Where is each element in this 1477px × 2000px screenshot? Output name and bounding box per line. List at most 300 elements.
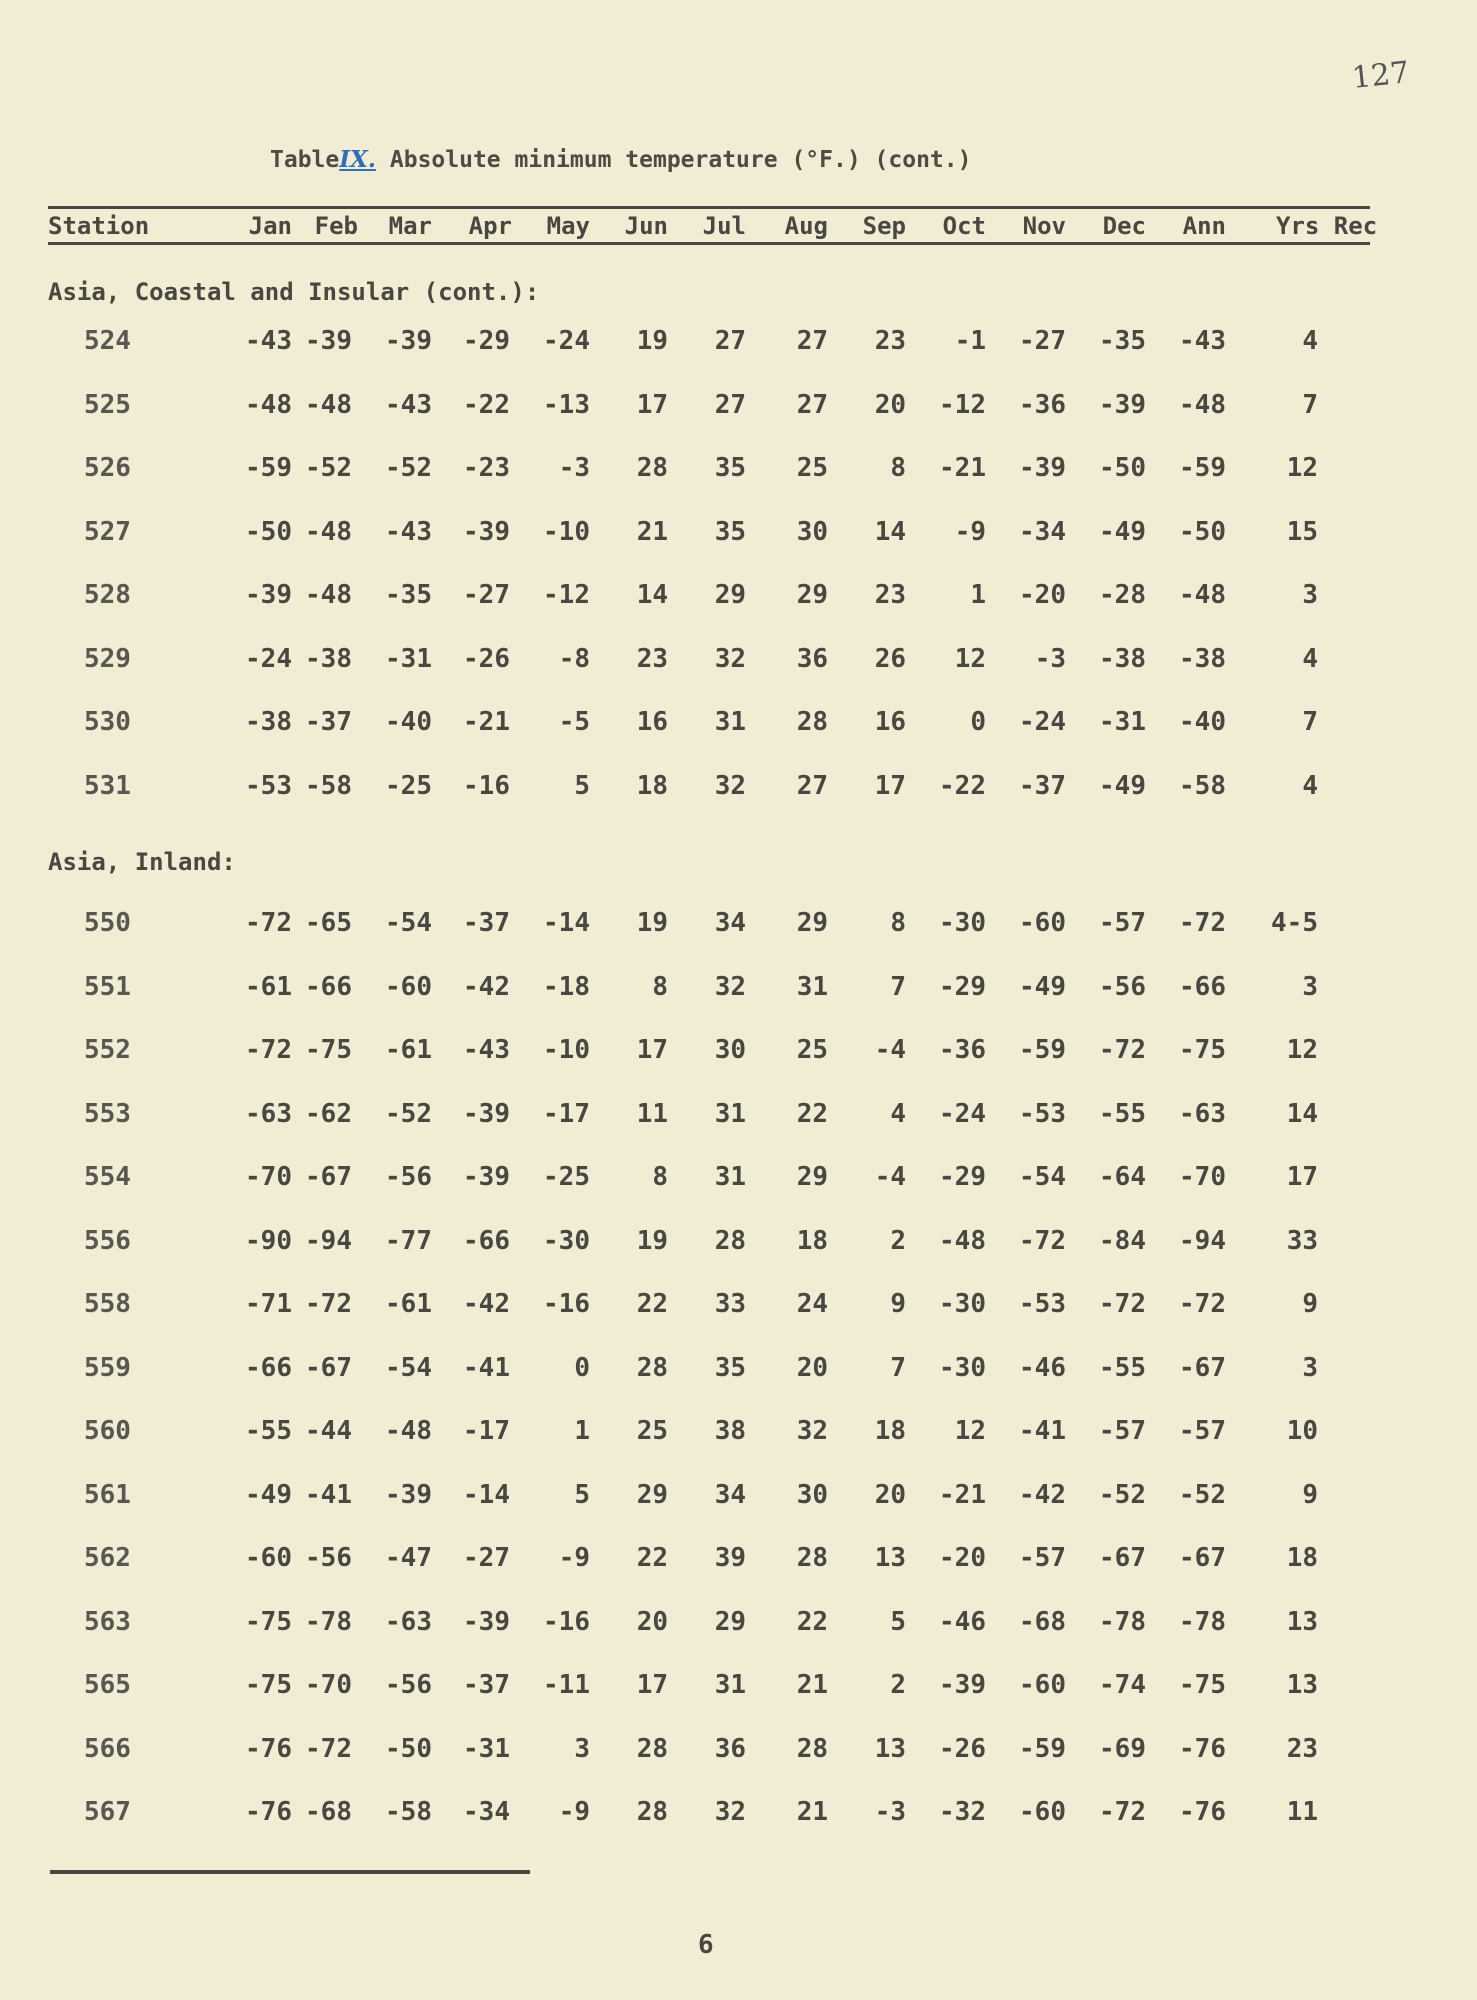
table-row (0, 1226, 1477, 1260)
value-cell: -21 (939, 1479, 986, 1510)
table-title (270, 146, 971, 173)
column-header-ann: Ann (1182, 212, 1226, 240)
value-cell: 38 (714, 1416, 746, 1446)
value-cell: -53 (245, 770, 292, 801)
table-row (0, 517, 1477, 551)
value-cell: -42 (463, 1289, 510, 1319)
value-cell: -60 (245, 1543, 292, 1573)
value-cell: -39 (1099, 389, 1146, 420)
value-cell: -39 (305, 326, 352, 356)
value-cell: -4 (874, 1162, 906, 1192)
value-cell: 4 (1302, 326, 1318, 356)
value-cell: -67 (305, 1162, 352, 1192)
value-cell: 0 (574, 1352, 590, 1383)
column-header-may: May (546, 212, 590, 240)
value-cell: -12 (543, 580, 590, 610)
value-cell: -67 (305, 1352, 352, 1383)
value-cell: -34 (1019, 516, 1066, 547)
value-cell: 28 (796, 1543, 828, 1573)
value-cell: -60 (1019, 1670, 1066, 1700)
table-row (0, 771, 1477, 805)
value-cell: 27 (796, 326, 828, 356)
value-cell: -37 (305, 707, 352, 737)
value-cell: 25 (636, 1416, 668, 1446)
table-row (0, 1162, 1477, 1196)
table-row (0, 1353, 1477, 1387)
value-cell: 23 (636, 643, 668, 674)
value-cell: -66 (305, 971, 352, 1002)
value-cell: 29 (714, 580, 746, 610)
value-cell: 1 (970, 580, 986, 610)
value-cell: -68 (305, 1797, 352, 1827)
value-cell: 20 (874, 1479, 906, 1510)
value-cell: 12 (954, 643, 986, 674)
value-cell: 3 (1302, 580, 1318, 610)
station-id-cell: 551 (84, 971, 131, 1002)
value-cell: 33 (714, 1289, 746, 1319)
value-cell: -68 (1019, 1606, 1066, 1637)
value-cell: -23 (463, 453, 510, 483)
value-cell: 14 (1286, 1098, 1318, 1129)
section-label: Asia, Coastal and Insular (cont.): (48, 278, 540, 306)
value-cell: -14 (463, 1479, 510, 1510)
value-cell: 4 (1302, 770, 1318, 801)
value-cell: 13 (874, 1733, 906, 1764)
value-cell: -35 (1099, 326, 1146, 356)
value-cell: -24 (939, 1098, 986, 1129)
value-cell: 19 (636, 326, 668, 356)
value-cell: -78 (1099, 1606, 1146, 1637)
value-cell: -46 (939, 1606, 986, 1637)
value-cell: -55 (245, 1416, 292, 1446)
value-cell: 32 (714, 770, 746, 801)
value-cell: 28 (796, 707, 828, 737)
value-cell: 18 (1286, 1543, 1318, 1573)
handwritten-page-note: 127 (1350, 55, 1411, 96)
value-cell: -55 (1099, 1098, 1146, 1129)
station-id-cell: 553 (84, 1098, 131, 1129)
value-cell: 14 (874, 516, 906, 547)
value-cell: 20 (796, 1352, 828, 1383)
value-cell: -28 (1099, 580, 1146, 610)
value-cell: -25 (385, 770, 432, 801)
value-cell: -52 (1179, 1479, 1226, 1510)
column-header-sep: Sep (862, 212, 906, 240)
station-id-cell: 558 (84, 1289, 131, 1319)
table-end-rule (50, 1870, 530, 1874)
value-cell: 28 (636, 1352, 668, 1383)
station-id-cell: 554 (84, 1162, 131, 1192)
value-cell: -72 (1179, 908, 1226, 938)
value-cell: -75 (1179, 1670, 1226, 1700)
value-cell: -48 (305, 516, 352, 547)
value-cell: -5 (558, 707, 590, 737)
value-cell: 32 (796, 1416, 828, 1446)
station-id-cell: 531 (84, 770, 131, 801)
value-cell: -52 (385, 453, 432, 483)
value-cell: 1 (574, 1416, 590, 1446)
value-cell: 24 (796, 1289, 828, 1319)
value-cell: -24 (1019, 707, 1066, 737)
column-header-jun: Jun (624, 212, 668, 240)
value-cell: 3 (574, 1733, 590, 1764)
value-cell: 30 (796, 516, 828, 547)
value-cell: -43 (385, 389, 432, 420)
value-cell: -54 (385, 908, 432, 938)
value-cell: -61 (385, 1035, 432, 1065)
value-cell: -31 (1099, 707, 1146, 737)
value-cell: -40 (385, 707, 432, 737)
value-cell: -63 (245, 1098, 292, 1129)
value-cell: -42 (1019, 1479, 1066, 1510)
value-cell: 35 (714, 516, 746, 547)
value-cell: -43 (463, 1035, 510, 1065)
value-cell: -26 (463, 643, 510, 674)
value-cell: 23 (874, 326, 906, 356)
value-cell: -43 (1179, 326, 1226, 356)
station-id-cell: 561 (84, 1479, 131, 1510)
value-cell: 26 (874, 643, 906, 674)
value-cell: -72 (1099, 1289, 1146, 1319)
value-cell: -78 (1179, 1606, 1226, 1637)
value-cell: -74 (1099, 1670, 1146, 1700)
value-cell: -84 (1099, 1225, 1146, 1256)
value-cell: 7 (1302, 707, 1318, 737)
value-cell: 29 (796, 1162, 828, 1192)
station-id-cell: 562 (84, 1543, 131, 1573)
value-cell: -32 (939, 1797, 986, 1827)
value-cell: -52 (1099, 1479, 1146, 1510)
value-cell: -30 (939, 1289, 986, 1319)
value-cell: -53 (1019, 1289, 1066, 1319)
value-cell: -72 (305, 1289, 352, 1319)
value-cell: -29 (463, 326, 510, 356)
value-cell: -18 (543, 971, 590, 1002)
value-cell: -20 (1019, 580, 1066, 610)
value-cell: 3 (1302, 971, 1318, 1002)
value-cell: -26 (939, 1733, 986, 1764)
table-row (0, 453, 1477, 487)
station-id-cell: 552 (84, 1035, 131, 1065)
value-cell: 30 (714, 1035, 746, 1065)
value-cell: -55 (1099, 1352, 1146, 1383)
value-cell: 9 (1302, 1289, 1318, 1319)
value-cell: -37 (463, 1670, 510, 1700)
value-cell: 8 (890, 908, 906, 938)
value-cell: 16 (636, 707, 668, 737)
value-cell: -72 (1019, 1225, 1066, 1256)
value-cell: -64 (1099, 1162, 1146, 1192)
value-cell: -60 (1019, 1797, 1066, 1827)
value-cell: -75 (305, 1035, 352, 1065)
section-label: Asia, Inland: (48, 848, 236, 876)
value-cell: -67 (1179, 1543, 1226, 1573)
table-row (0, 1289, 1477, 1323)
station-id-cell: 556 (84, 1225, 131, 1256)
value-cell: -36 (939, 1035, 986, 1065)
value-cell: -56 (1099, 971, 1146, 1002)
value-cell: 17 (636, 389, 668, 420)
value-cell: 29 (796, 908, 828, 938)
value-cell: -9 (558, 1797, 590, 1827)
table-row (0, 1734, 1477, 1768)
value-cell: -29 (939, 1162, 986, 1192)
value-cell: -39 (463, 1606, 510, 1637)
table-row (0, 644, 1477, 678)
value-cell: -56 (385, 1670, 432, 1700)
value-cell: 22 (636, 1543, 668, 1573)
value-cell: 21 (636, 516, 668, 547)
value-cell: 8 (652, 1162, 668, 1192)
value-cell: 18 (874, 1416, 906, 1446)
value-cell: 32 (714, 971, 746, 1002)
value-cell: -49 (1099, 516, 1146, 547)
value-cell: 10 (1286, 1416, 1318, 1446)
value-cell: -38 (245, 707, 292, 737)
value-cell: -66 (463, 1225, 510, 1256)
table-row (0, 1416, 1477, 1450)
value-cell: -72 (1099, 1035, 1146, 1065)
value-cell: -1 (954, 326, 986, 356)
value-cell: -54 (1019, 1162, 1066, 1192)
value-cell: -50 (1099, 453, 1146, 483)
value-cell: 22 (796, 1098, 828, 1129)
value-cell: 27 (714, 389, 746, 420)
value-cell: 32 (714, 643, 746, 674)
value-cell: -30 (939, 1352, 986, 1383)
value-cell: 4-5 (1271, 908, 1318, 938)
value-cell: 28 (636, 1797, 668, 1827)
value-cell: -47 (385, 1543, 432, 1573)
value-cell: -60 (1019, 908, 1066, 938)
value-cell: -61 (385, 1289, 432, 1319)
value-cell: 9 (890, 1289, 906, 1319)
value-cell: -57 (1179, 1416, 1226, 1446)
value-cell: -58 (1179, 770, 1226, 801)
value-cell: -71 (245, 1289, 292, 1319)
header-bottom-rule (48, 242, 1370, 245)
value-cell: -36 (1019, 389, 1066, 420)
value-cell: -44 (305, 1416, 352, 1446)
value-cell: 2 (890, 1670, 906, 1700)
value-cell: 12 (1286, 453, 1318, 483)
value-cell: -9 (954, 516, 986, 547)
value-cell: 31 (714, 1670, 746, 1700)
column-header-jul: Jul (702, 212, 746, 240)
station-id-cell: 560 (84, 1416, 131, 1446)
value-cell: -46 (1019, 1352, 1066, 1383)
value-cell: -24 (245, 643, 292, 674)
table-row (0, 1480, 1477, 1514)
value-cell: 23 (874, 580, 906, 610)
value-cell: -25 (543, 1162, 590, 1192)
station-id-cell: 565 (84, 1670, 131, 1700)
value-cell: 13 (874, 1543, 906, 1573)
table-row (0, 1607, 1477, 1641)
value-cell: -90 (245, 1225, 292, 1256)
station-id-cell: 526 (84, 453, 131, 483)
value-cell: -10 (543, 1035, 590, 1065)
value-cell: -48 (939, 1225, 986, 1256)
value-cell: 28 (714, 1225, 746, 1256)
value-cell: 29 (636, 1479, 668, 1510)
value-cell: -54 (385, 1352, 432, 1383)
value-cell: -70 (305, 1670, 352, 1700)
value-cell: 7 (890, 1352, 906, 1383)
value-cell: -11 (543, 1670, 590, 1700)
value-cell: -39 (385, 1479, 432, 1510)
value-cell: -75 (245, 1670, 292, 1700)
value-cell: -56 (305, 1543, 352, 1573)
value-cell: 31 (714, 707, 746, 737)
station-id-cell: 567 (84, 1797, 131, 1827)
value-cell: 20 (636, 1606, 668, 1637)
value-cell: -66 (245, 1352, 292, 1383)
value-cell: -58 (305, 770, 352, 801)
value-cell: -21 (939, 453, 986, 483)
station-id-cell: 525 (84, 389, 131, 420)
value-cell: -8 (558, 643, 590, 674)
value-cell: -59 (1019, 1733, 1066, 1764)
value-cell: -39 (385, 326, 432, 356)
value-cell: -39 (1019, 453, 1066, 483)
column-header-mar: Mar (388, 212, 432, 240)
value-cell: -9 (558, 1543, 590, 1573)
value-cell: -39 (939, 1670, 986, 1700)
value-cell: 27 (796, 389, 828, 420)
column-header-aug: Aug (784, 212, 828, 240)
header-top-rule (48, 206, 1370, 209)
value-cell: -66 (1179, 971, 1226, 1002)
value-cell: 4 (1302, 643, 1318, 674)
value-cell: 21 (796, 1670, 828, 1700)
value-cell: -16 (543, 1289, 590, 1319)
value-cell: -30 (543, 1225, 590, 1256)
value-cell: -70 (1179, 1162, 1226, 1192)
value-cell: -65 (305, 908, 352, 938)
value-cell: 22 (636, 1289, 668, 1319)
value-cell: 33 (1286, 1225, 1318, 1256)
value-cell: -59 (245, 453, 292, 483)
value-cell: 28 (636, 1733, 668, 1764)
value-cell: 27 (796, 770, 828, 801)
value-cell: 32 (714, 1797, 746, 1827)
value-cell: -76 (1179, 1797, 1226, 1827)
station-id-cell: 530 (84, 707, 131, 737)
column-header-station: Station (48, 212, 150, 240)
value-cell: -3 (558, 453, 590, 483)
value-cell: 36 (714, 1733, 746, 1764)
table-row (0, 390, 1477, 424)
value-cell: -38 (1099, 643, 1146, 674)
value-cell: -48 (1179, 580, 1226, 610)
value-cell: -48 (245, 389, 292, 420)
table-row (0, 1670, 1477, 1704)
value-cell: 12 (954, 1416, 986, 1446)
value-cell: 35 (714, 1352, 746, 1383)
value-cell: -31 (385, 643, 432, 674)
station-id-cell: 529 (84, 643, 131, 674)
value-cell: -76 (245, 1733, 292, 1764)
value-cell: -53 (1019, 1098, 1066, 1129)
value-cell: -63 (385, 1606, 432, 1637)
station-id-cell: 563 (84, 1606, 131, 1637)
value-cell: 34 (714, 908, 746, 938)
value-cell: -41 (1019, 1416, 1066, 1446)
table-row (0, 707, 1477, 741)
value-cell: -31 (463, 1733, 510, 1764)
table-row (0, 1797, 1477, 1831)
value-cell: -48 (385, 1416, 432, 1446)
value-cell: -39 (463, 1162, 510, 1192)
table-row (0, 1543, 1477, 1577)
value-cell: 17 (874, 770, 906, 801)
value-cell: -75 (1179, 1035, 1226, 1065)
value-cell: 39 (714, 1543, 746, 1573)
value-cell: 3 (1302, 1352, 1318, 1383)
value-cell: -14 (543, 908, 590, 938)
column-header-dec: Dec (1102, 212, 1146, 240)
value-cell: 19 (636, 1225, 668, 1256)
value-cell: 11 (636, 1098, 668, 1129)
value-cell: 13 (1286, 1670, 1318, 1700)
value-cell: 30 (796, 1479, 828, 1510)
value-cell: -41 (305, 1479, 352, 1510)
value-cell: 23 (1286, 1733, 1318, 1764)
value-cell: 31 (714, 1162, 746, 1192)
value-cell: -49 (1019, 971, 1066, 1002)
value-cell: -50 (245, 516, 292, 547)
value-cell: 22 (796, 1606, 828, 1637)
table-row (0, 580, 1477, 614)
value-cell: -10 (543, 516, 590, 547)
value-cell: -17 (543, 1098, 590, 1129)
value-cell: -52 (385, 1098, 432, 1129)
table-row (0, 1035, 1477, 1069)
column-header-apr: Apr (468, 212, 512, 240)
value-cell: -72 (305, 1733, 352, 1764)
column-header-nov: Nov (1022, 212, 1066, 240)
value-cell: 25 (796, 1035, 828, 1065)
value-cell: 31 (714, 1098, 746, 1129)
value-cell: 35 (714, 453, 746, 483)
value-cell: -49 (245, 1479, 292, 1510)
page-number: 6 (698, 1930, 714, 1960)
value-cell: 17 (636, 1035, 668, 1065)
value-cell: -52 (305, 453, 352, 483)
value-cell: -69 (1099, 1733, 1146, 1764)
value-cell: -94 (1179, 1225, 1226, 1256)
value-cell: -59 (1019, 1035, 1066, 1065)
value-cell: -70 (245, 1162, 292, 1192)
value-cell: -38 (1179, 643, 1226, 674)
value-cell: 12 (1286, 1035, 1318, 1065)
value-cell: -60 (385, 971, 432, 1002)
value-cell: -75 (245, 1606, 292, 1637)
value-cell: -27 (463, 580, 510, 610)
value-cell: -56 (385, 1162, 432, 1192)
value-cell: 31 (796, 971, 828, 1002)
table-header-row (0, 212, 1477, 242)
value-cell: -37 (463, 908, 510, 938)
value-cell: -29 (939, 971, 986, 1002)
station-id-cell: 566 (84, 1733, 131, 1764)
value-cell: -57 (1019, 1543, 1066, 1573)
value-cell: 29 (796, 580, 828, 610)
value-cell: -42 (463, 971, 510, 1002)
value-cell: 36 (796, 643, 828, 674)
value-cell: 17 (636, 1670, 668, 1700)
